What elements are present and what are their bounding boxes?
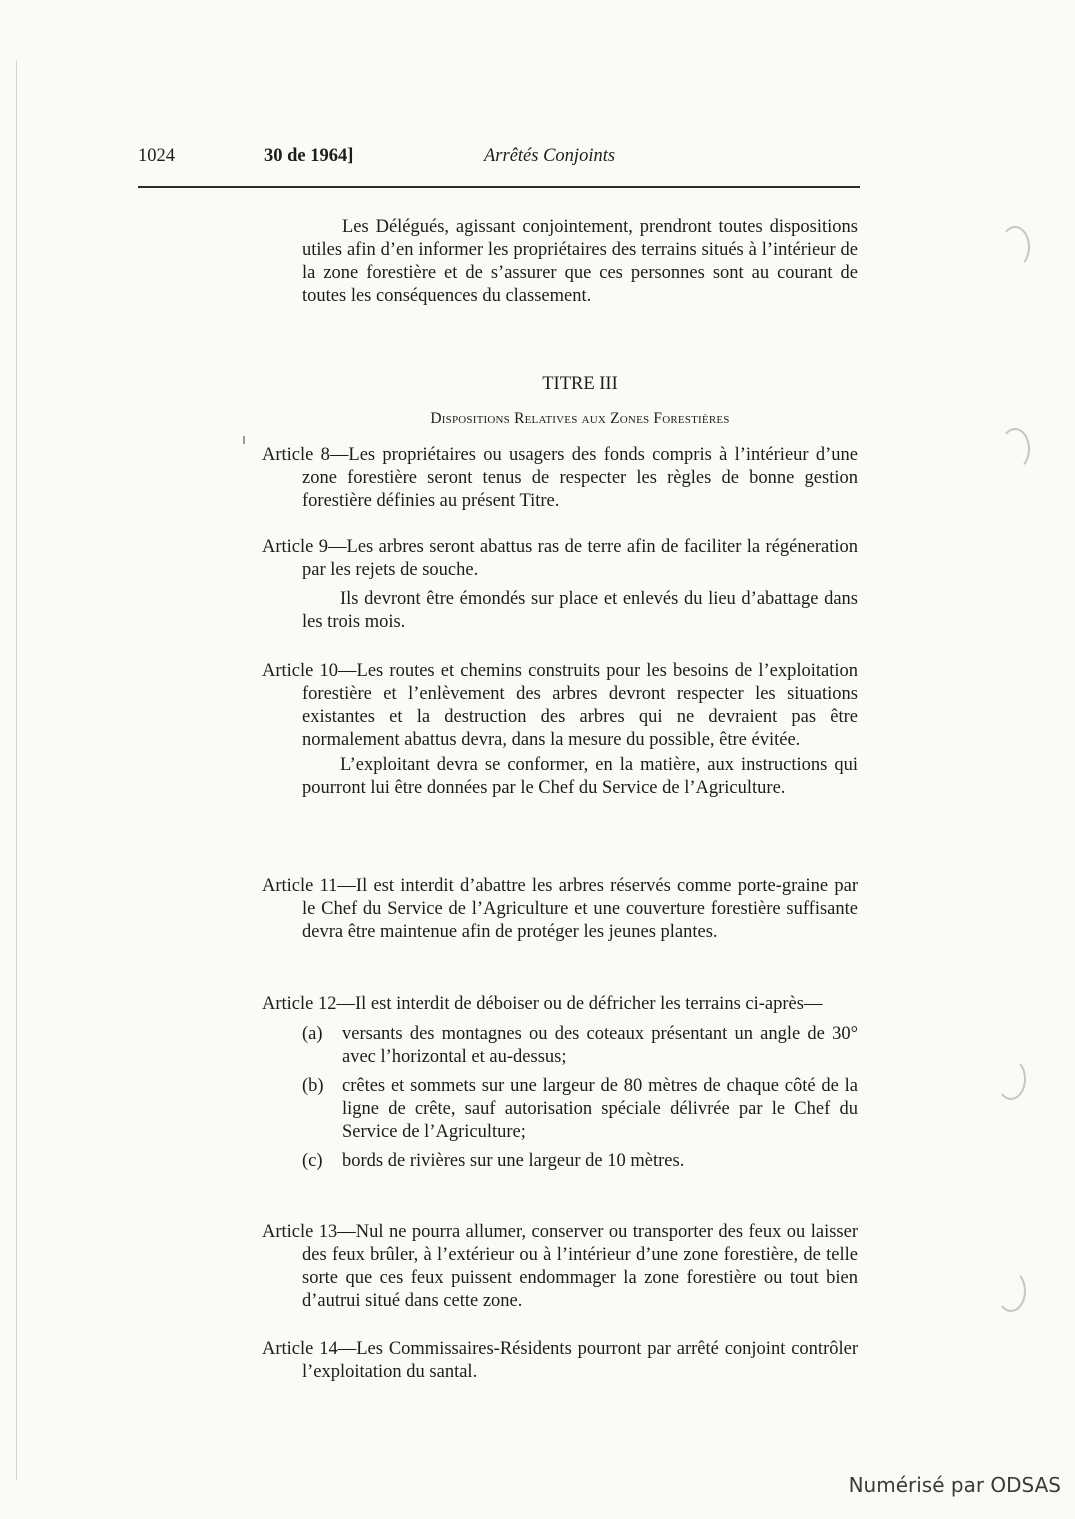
article-12-list bbox=[262, 1023, 858, 1173]
article-12-text: Article 12—Il est interdit de déboiser ou de défricher les terrains ci-après— bbox=[262, 994, 823, 1014]
article-8-text: Article 8—Les propriétaires ou usagers des fonds compris à l’intérieur d’une zone forestière seront tenus de respecter les règles de bonne gestion forestière définies au présent Titre. bbox=[262, 445, 858, 511]
article-10-text: Article 10—Les routes et chemins construits pour les besoins de l’exploitation forestière et l’enlèvement des arbres devront respecter les situations existantes et la destruction des arbres qui ne devraient pas être normalement abattus devra, dans la mesure du possible, être évitée. bbox=[262, 661, 858, 750]
page-number: 1024 bbox=[138, 146, 175, 166]
article-12 bbox=[262, 993, 858, 1179]
header-year: 30 de 1964] bbox=[264, 146, 354, 166]
list-item bbox=[302, 1075, 858, 1144]
article-8 bbox=[262, 444, 858, 513]
article-14 bbox=[262, 1338, 858, 1384]
digitization-watermark: Numérisé par ODSAS bbox=[848, 1473, 1061, 1497]
section-title: TITRE III bbox=[542, 374, 618, 394]
article-11-text: Article 11—Il est interdit d’abattre les arbres réservés comme porte-graine par le Chef du Service de l’Agriculture et une couverture forestière suffisante devra être maintenue afin de protéger les jeunes plantes. bbox=[262, 876, 858, 942]
margin-mark bbox=[243, 436, 245, 444]
punch-hole-mark bbox=[1000, 428, 1030, 470]
header-title: Arrêtés Conjoints bbox=[484, 146, 616, 166]
list-item bbox=[302, 1150, 858, 1173]
list-item bbox=[302, 1023, 858, 1069]
article-10-paragraph: L’exploitant devra se conformer, en la matière, aux instructions qui pourront lui être données par le Chef du Service de l’Agriculture. bbox=[302, 755, 858, 798]
item-text: crêtes et sommets sur une largeur de 80 mètres de chaque côté de la ligne de crête, sauf autorisation spéciale délivrée par le Chef du Service de l’Agriculture; bbox=[342, 1076, 858, 1142]
article-14-text: Article 14—Les Commissaires-Résidents pourront par arrêté conjoint contrôler l’exploitation du santal. bbox=[262, 1339, 858, 1382]
punch-hole-mark bbox=[996, 1058, 1026, 1100]
article-13-text: Article 13—Nul ne pourra allumer, conserver ou transporter des feux ou laisser des feux brûler, à l’extérieur ou à l’intérieur d’une zone forestière, de telle sorte que ces feux puissent endommager la zone forestière ou tout bien d’autrui situé dans cette zone. bbox=[262, 1222, 858, 1311]
item-text: bords de rivières sur une largeur de 10 mètres. bbox=[342, 1151, 685, 1171]
article-9-text: Article 9—Les arbres seront abattus ras de terre afin de faciliter la régéneration par les rejets de souche. bbox=[262, 537, 858, 580]
section-subtitle: Dispositions Relatives aux Zones Forestières bbox=[430, 410, 730, 427]
page-header bbox=[138, 146, 860, 176]
item-label: (c) bbox=[302, 1151, 323, 1171]
item-label: (b) bbox=[302, 1076, 324, 1096]
punch-hole-mark bbox=[996, 1270, 1026, 1312]
intro-paragraph: Les Délégués, agissant conjointement, prendront toutes dispositions utiles afin d’en informer les propriétaires des terrains situés à l’intérieur de la zone forestière et de s’assurer que ces personnes sont au courant de toutes les conséquences du classement. bbox=[302, 217, 858, 306]
article-9 bbox=[262, 536, 858, 634]
article-10 bbox=[262, 660, 858, 800]
punch-hole-mark bbox=[1000, 226, 1030, 268]
page-edge bbox=[16, 60, 17, 1480]
item-text: versants des montagnes ou des coteaux présentant un angle de 30° avec l’horizontal et au-dessus; bbox=[342, 1024, 858, 1067]
item-label: (a) bbox=[302, 1024, 323, 1044]
header-rule bbox=[138, 186, 860, 188]
article-13 bbox=[262, 1221, 858, 1313]
article-9-paragraph: Ils devront être émondés sur place et enlevés du lieu d’abattage dans les trois mois. bbox=[302, 589, 858, 632]
article-11 bbox=[262, 875, 858, 944]
